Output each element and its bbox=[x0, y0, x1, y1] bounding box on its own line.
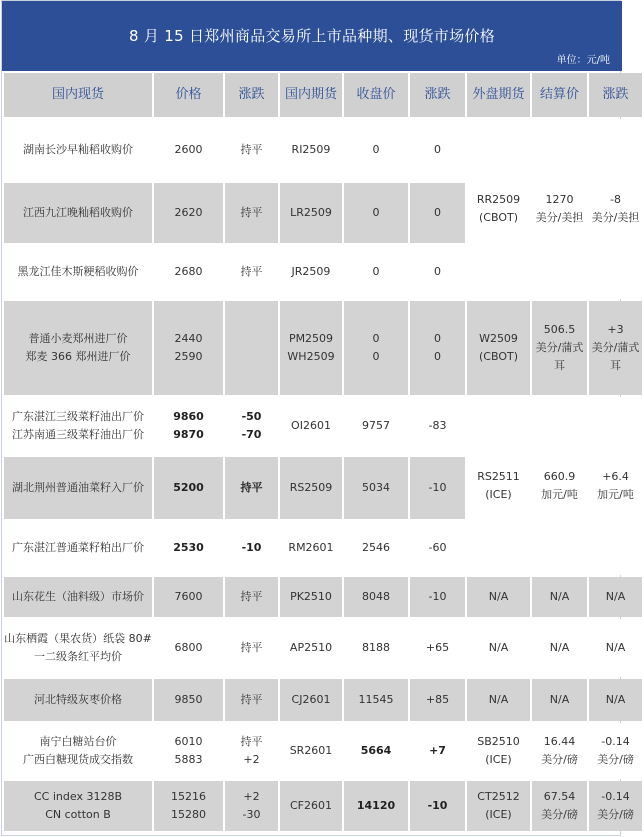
spot-name: 湖南长沙早籼稻收购价 bbox=[4, 119, 152, 181]
settle-price: N/A bbox=[532, 619, 587, 677]
spot-change: 持平 +2 bbox=[225, 723, 278, 779]
futures-code: RS2509 bbox=[280, 457, 342, 519]
futures-code: PM2509 WH2509 bbox=[280, 301, 342, 395]
foreign-futures: CT2512 (ICE) bbox=[467, 781, 530, 831]
futures-close: 2546 bbox=[344, 521, 408, 575]
futures-code: CJ2601 bbox=[280, 679, 342, 721]
spot-name: 广东湛江三级菜籽油出厂价 江苏南通三级菜籽油出厂价 bbox=[4, 397, 152, 455]
spot-change: 持平 bbox=[225, 619, 278, 677]
foreign-futures: N/A bbox=[467, 679, 530, 721]
futures-code: CF2601 bbox=[280, 781, 342, 831]
spot-price: 2680 bbox=[154, 245, 223, 299]
futures-change: -60 bbox=[410, 521, 465, 575]
futures-change: 0 bbox=[410, 119, 465, 181]
table-row bbox=[4, 781, 642, 831]
futures-change: -83 bbox=[410, 397, 465, 455]
spot-price: 9860 9870 bbox=[154, 397, 223, 455]
spot-change: 持平 bbox=[225, 457, 278, 519]
foreign-futures: RR2509 (CBOT) bbox=[467, 119, 530, 299]
futures-change: -10 bbox=[410, 577, 465, 617]
table-row bbox=[4, 619, 642, 677]
futures-close: 14120 bbox=[344, 781, 408, 831]
futures-close: 5664 bbox=[344, 723, 408, 779]
header-close: 收盘价 bbox=[344, 73, 408, 117]
page-title: 8 月 15 日郑州商品交易所上市品种期、现货市场价格 bbox=[128, 27, 496, 45]
unit-label: 单位：元/吨 bbox=[556, 55, 610, 66]
futures-change: -10 bbox=[410, 457, 465, 519]
settle-change: +3 美分/蒲式耳 bbox=[589, 301, 642, 395]
spot-name: 河北特级灰枣价格 bbox=[4, 679, 152, 721]
futures-close: 9757 bbox=[344, 397, 408, 455]
header-price: 价格 bbox=[154, 73, 223, 117]
spot-name: 广东湛江普通菜籽粕出厂价 bbox=[4, 521, 152, 575]
futures-close: 0 bbox=[344, 183, 408, 243]
spot-change: 持平 bbox=[225, 119, 278, 181]
settle-change: -8 美分/美担 bbox=[589, 119, 642, 299]
futures-code: AP2510 bbox=[280, 619, 342, 677]
table-row bbox=[4, 397, 642, 455]
settle-price: 1270 美分/美担 bbox=[532, 119, 587, 299]
spot-change: -50 -70 bbox=[225, 397, 278, 455]
table-row bbox=[4, 679, 642, 721]
spot-change: 持平 bbox=[225, 679, 278, 721]
spot-name: 普通小麦郑州进厂价 郑麦 366 郑州进厂价 bbox=[4, 301, 152, 395]
spot-name: 山东栖霞（果农货）纸袋 80# 一二级条红平均价 bbox=[4, 619, 152, 677]
spot-price: 6800 bbox=[154, 619, 223, 677]
spot-price: 2620 bbox=[154, 183, 223, 243]
spot-price: 15216 15280 bbox=[154, 781, 223, 831]
futures-change: 0 0 bbox=[410, 301, 465, 395]
futures-code: PK2510 bbox=[280, 577, 342, 617]
futures-close: 8048 bbox=[344, 577, 408, 617]
table-row bbox=[4, 723, 642, 779]
spot-name: 黑龙江佳木斯粳稻收购价 bbox=[4, 245, 152, 299]
spot-change: -10 bbox=[225, 521, 278, 575]
settle-change: N/A bbox=[589, 577, 642, 617]
header-domestic-spot: 国内现货 bbox=[4, 73, 152, 117]
settle-price: N/A bbox=[532, 679, 587, 721]
spot-price: 2530 bbox=[154, 521, 223, 575]
futures-change: 0 bbox=[410, 183, 465, 243]
spot-name: 湖北荆州普通油菜籽入厂价 bbox=[4, 457, 152, 519]
spot-price: 2600 bbox=[154, 119, 223, 181]
spot-name: CC index 3128B CN cotton B bbox=[4, 781, 152, 831]
futures-change: +85 bbox=[410, 679, 465, 721]
spot-price: 9850 bbox=[154, 679, 223, 721]
spot-price: 2440 2590 bbox=[154, 301, 223, 395]
spot-change bbox=[225, 301, 278, 395]
price-table-frame bbox=[1, 0, 640, 836]
futures-code: SR2601 bbox=[280, 723, 342, 779]
futures-change: -10 bbox=[410, 781, 465, 831]
futures-close: 5034 bbox=[344, 457, 408, 519]
futures-code: JR2509 bbox=[280, 245, 342, 299]
foreign-futures: N/A bbox=[467, 619, 530, 677]
futures-code: LR2509 bbox=[280, 183, 342, 243]
futures-close: 0 0 bbox=[344, 301, 408, 395]
settle-change: -0.14 美分/磅 bbox=[589, 723, 642, 779]
futures-close: 0 bbox=[344, 245, 408, 299]
futures-code: RI2509 bbox=[280, 119, 342, 181]
header-domestic-futures: 国内期货 bbox=[280, 73, 342, 117]
settle-change: N/A bbox=[589, 679, 642, 721]
header-row bbox=[4, 73, 642, 117]
foreign-futures: N/A bbox=[467, 577, 530, 617]
price-table bbox=[2, 71, 644, 833]
spot-price: 5200 bbox=[154, 457, 223, 519]
futures-change: +7 bbox=[410, 723, 465, 779]
futures-close: 8188 bbox=[344, 619, 408, 677]
spot-name: 南宁白糖站台价 广西白糖现货成交指数 bbox=[4, 723, 152, 779]
spot-change: 持平 bbox=[225, 245, 278, 299]
table-row bbox=[4, 577, 642, 617]
spot-name: 江西九江晚籼稻收购价 bbox=[4, 183, 152, 243]
settle-price: 506.5 美分/蒲式耳 bbox=[532, 301, 587, 395]
spot-change: 持平 bbox=[225, 577, 278, 617]
settle-price: N/A bbox=[532, 577, 587, 617]
spot-price: 7600 bbox=[154, 577, 223, 617]
spot-change: +2 -30 bbox=[225, 781, 278, 831]
settle-price: 660.9 加元/吨 bbox=[532, 397, 587, 575]
futures-code: RM2601 bbox=[280, 521, 342, 575]
foreign-futures: SB2510 (ICE) bbox=[467, 723, 530, 779]
foreign-futures: W2509 (CBOT) bbox=[467, 301, 530, 395]
settle-change: N/A bbox=[589, 619, 642, 677]
foreign-futures: RS2511 (ICE) bbox=[467, 397, 530, 575]
settle-price: 67.54 美分/磅 bbox=[532, 781, 587, 831]
header-change: 涨跌 bbox=[225, 73, 278, 117]
title-bar bbox=[2, 1, 622, 71]
table-row bbox=[4, 119, 642, 181]
settle-price: 16.44 美分/磅 bbox=[532, 723, 587, 779]
header-futures-change: 涨跌 bbox=[410, 73, 465, 117]
table-row bbox=[4, 301, 642, 395]
header-settle: 结算价 bbox=[532, 73, 587, 117]
spot-change: 持平 bbox=[225, 183, 278, 243]
futures-change: 0 bbox=[410, 245, 465, 299]
futures-code: OI2601 bbox=[280, 397, 342, 455]
spot-price: 6010 5883 bbox=[154, 723, 223, 779]
spot-name: 山东花生（油料级）市场价 bbox=[4, 577, 152, 617]
futures-change: +65 bbox=[410, 619, 465, 677]
futures-close: 11545 bbox=[344, 679, 408, 721]
header-foreign-futures: 外盘期货 bbox=[467, 73, 530, 117]
futures-close: 0 bbox=[344, 119, 408, 181]
header-settle-change: 涨跌 bbox=[589, 73, 642, 117]
settle-change: +6.4 加元/吨 bbox=[589, 397, 642, 575]
settle-change: -0.14 美分/磅 bbox=[589, 781, 642, 831]
